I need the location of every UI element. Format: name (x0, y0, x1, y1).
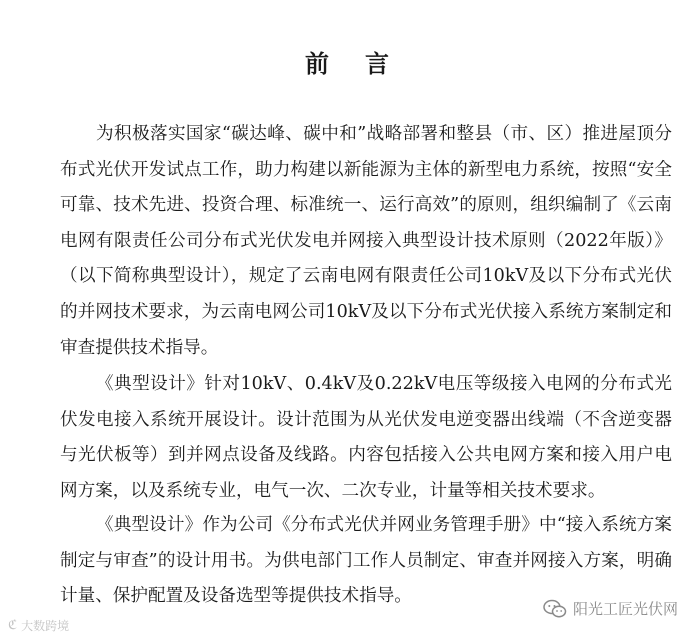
title-char-2: 言 (365, 49, 391, 78)
watermark-left-text: 大数跨境 (21, 619, 70, 633)
watermark-right-text: 阳光工匠光伏网 (572, 600, 678, 618)
paragraph-3: 《典型设计》作为公司《分布式光伏并网业务管理手册》中“接入系统方案制定与审查”的设计用书。为供电部门工作人员制定、审查并网接入方案，明确计量、保护配置及设备选型等提供技术指导。 (60, 515, 672, 607)
watermark-right (543, 598, 678, 619)
page-title (0, 44, 696, 79)
paragraph-1: 为积极落实国家“碳达峰、碳中和”战略部署和整县（市、区）推进屋顶分布式光伏开发试点工作，助力构建以新能源为主体的新型电力系统，按照“安全可靠、技术先进、投资合理、标准统一、运行高效”的原则，组织编制了《云南电网有限责任公司分布式光伏发电并网接入典型设计技术原则（2022年版）》（以下简称典型设计），规定了云南电网有限责任公司10kV及以下分布式光伏的并网技术要求，为云南电网公司10kV及以下分布式光伏接入系统方案制定和审查提供技术指导。 (60, 124, 672, 358)
title-char-1: 前 (305, 49, 331, 78)
watermark-left (8, 617, 69, 634)
paragraph-2: 《典型设计》针对10kV、0.4kV及0.22kV电压等级接入电网的分布式光伏发电接入系统开展设计。设计范围为从光伏发电逆变器出线端（不含逆变器与光伏板等）到并网点设备及线路。内容包括接入公共电网方案和接入用户电网方案，以及系统专业，电气一次、二次专业，计量等相关技术要求。 (60, 374, 672, 501)
watermark-logo-icon: ℭ (8, 618, 18, 633)
wechat-icon (543, 599, 567, 619)
